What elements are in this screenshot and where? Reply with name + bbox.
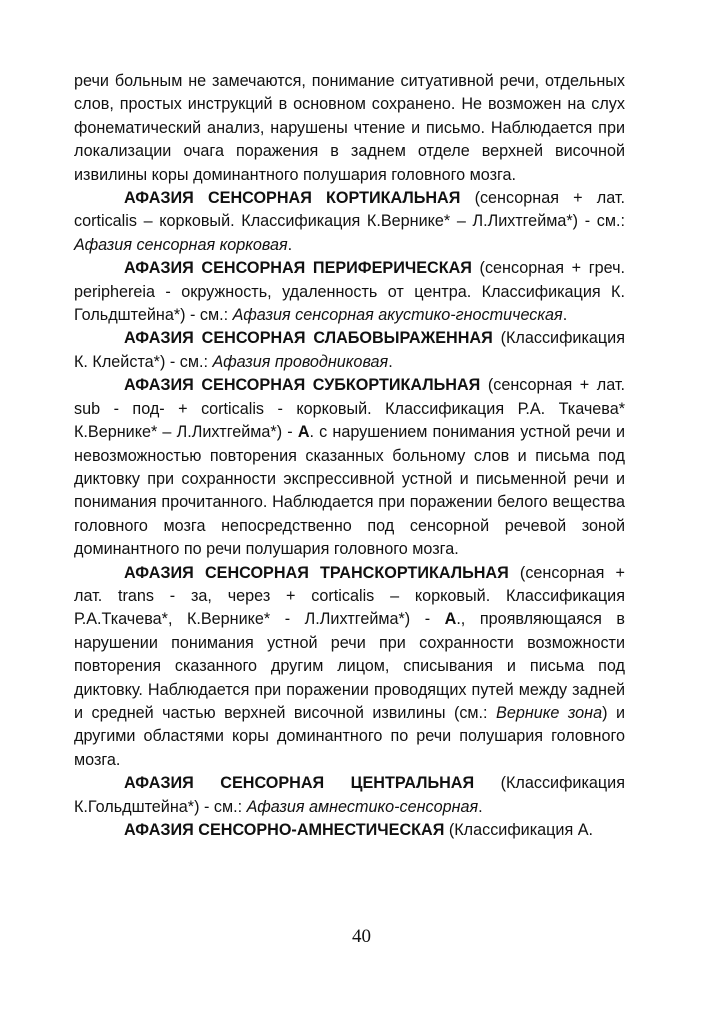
entry-text-end: . (287, 235, 293, 254)
entry-term: АФАЗИЯ СЕНСОРНАЯ СЛАБОВЫРАЖЕННАЯ (124, 329, 493, 348)
entry-continuation (74, 70, 625, 187)
entry-text: (сенсорная + лат. trans - за, через + corticalis – корковый. Классификация Р.А.Ткачева*, К.Вернике* - Л.Лихтгейма*) - (74, 563, 625, 629)
entry-text-end: . (478, 797, 483, 816)
entry-text: (сенсорная + лат. sub - под- + corticalis - корковый. Классификация Р.А. Ткачева* К.Вернике* – Л.Лихтгейма*) - (74, 376, 625, 442)
entry-aphasia-sensory-cortical (74, 187, 625, 257)
entry-aphasia-sensory-peripheral (74, 257, 625, 327)
entry-text-end: ) и другими областями коры доминантного по речи полушария головного мозга. (74, 703, 625, 769)
entry-term: АФАЗИЯ СЕНСОРНАЯ СУБКОРТИКАЛЬНАЯ (124, 376, 481, 395)
entry-text: речи больным не замечаются, понимание ситуативной речи, отдельных слов, простых инструкций в основном сохранено. Не возможен на слух фонематический анализ, нарушены чтение и письмо. Наблюдается при локализации очага поражения в заднем отделе верхней височной извилины коры доминантного полушария головного мозга. (74, 72, 625, 184)
entry-aphasia-sensory-transcortical (74, 562, 625, 773)
cross-reference: Вернике зона (496, 703, 603, 722)
page-number: 40 (352, 926, 371, 947)
entry-text: (Классификация А. (444, 821, 594, 839)
entry-text: (Классификация К.Гольдштейна*) - см.: (74, 774, 625, 816)
entry-term: АФАЗИЯ СЕНСОРНО-АМНЕСТИЧЕСКАЯ (124, 821, 445, 839)
entry-term: АФАЗИЯ СЕНСОРНАЯ ТРАНСКОРТИКАЛЬНАЯ (124, 563, 509, 582)
term-abbreviation: А (297, 423, 310, 442)
entry-text: (сенсорная + лат. corticalis – корковый. Классификация К.Вернике* – Л.Лихтгейма*) - см.: (74, 189, 626, 231)
entry-text-middle: ., проявляющаяся в нарушении понимания устной речи при сохранности возможности повторения сказанного другим лицом, списывания и письма под диктовку. Наблюдается при поражении проводящих путей между задней и средней частью верхней височной извилины (см.: (74, 610, 625, 722)
cross-reference: Афазия сенсорная корковая (74, 235, 288, 254)
entry-aphasia-sensory-mild (74, 327, 625, 374)
term-abbreviation: А (444, 610, 457, 629)
entry-term: АФАЗИЯ СЕНСОРНАЯ ПЕРИФЕРИЧЕСКАЯ (124, 259, 472, 278)
dictionary-page (74, 70, 625, 842)
entry-text: (сенсорная + греч. periphereia - окружность, удаленность от центра. Классификация К. Гольдштейна*) - см.: (74, 259, 625, 325)
entry-text-end: . (562, 306, 568, 325)
cross-reference: Афазия проводниковая (212, 352, 389, 371)
entry-term: АФАЗИЯ СЕНСОРНАЯ КОРТИКАЛЬНАЯ (124, 189, 461, 208)
entry-text-end: . с нарушением понимания устной речи и невозможностью повторения сказанных больному слов и письма под диктовку при сохранности экспрессивной устной и письменной речи и понимания прочитанного. Наблюдается при поражении белого вещества головного мозга непосредственно под сенсорной речевой зоной доминантного по речи полушария головного мозга. (74, 423, 625, 559)
entry-text: (Классификация К. Клейста*) - см.: (74, 329, 625, 371)
entry-term: АФАЗИЯ СЕНСОРНАЯ ЦЕНТРАЛЬНАЯ (124, 774, 475, 793)
entry-aphasia-sensory-central (74, 772, 625, 819)
entry-aphasia-sensory-subcortical (74, 374, 625, 561)
entry-aphasia-sensory-amnestic (74, 819, 625, 842)
cross-reference: Афазия амнестико-сенсорная (246, 797, 479, 816)
cross-reference: Афазия сенсорная акустико-гностическая (232, 306, 563, 325)
entry-text-end: . (388, 352, 393, 371)
